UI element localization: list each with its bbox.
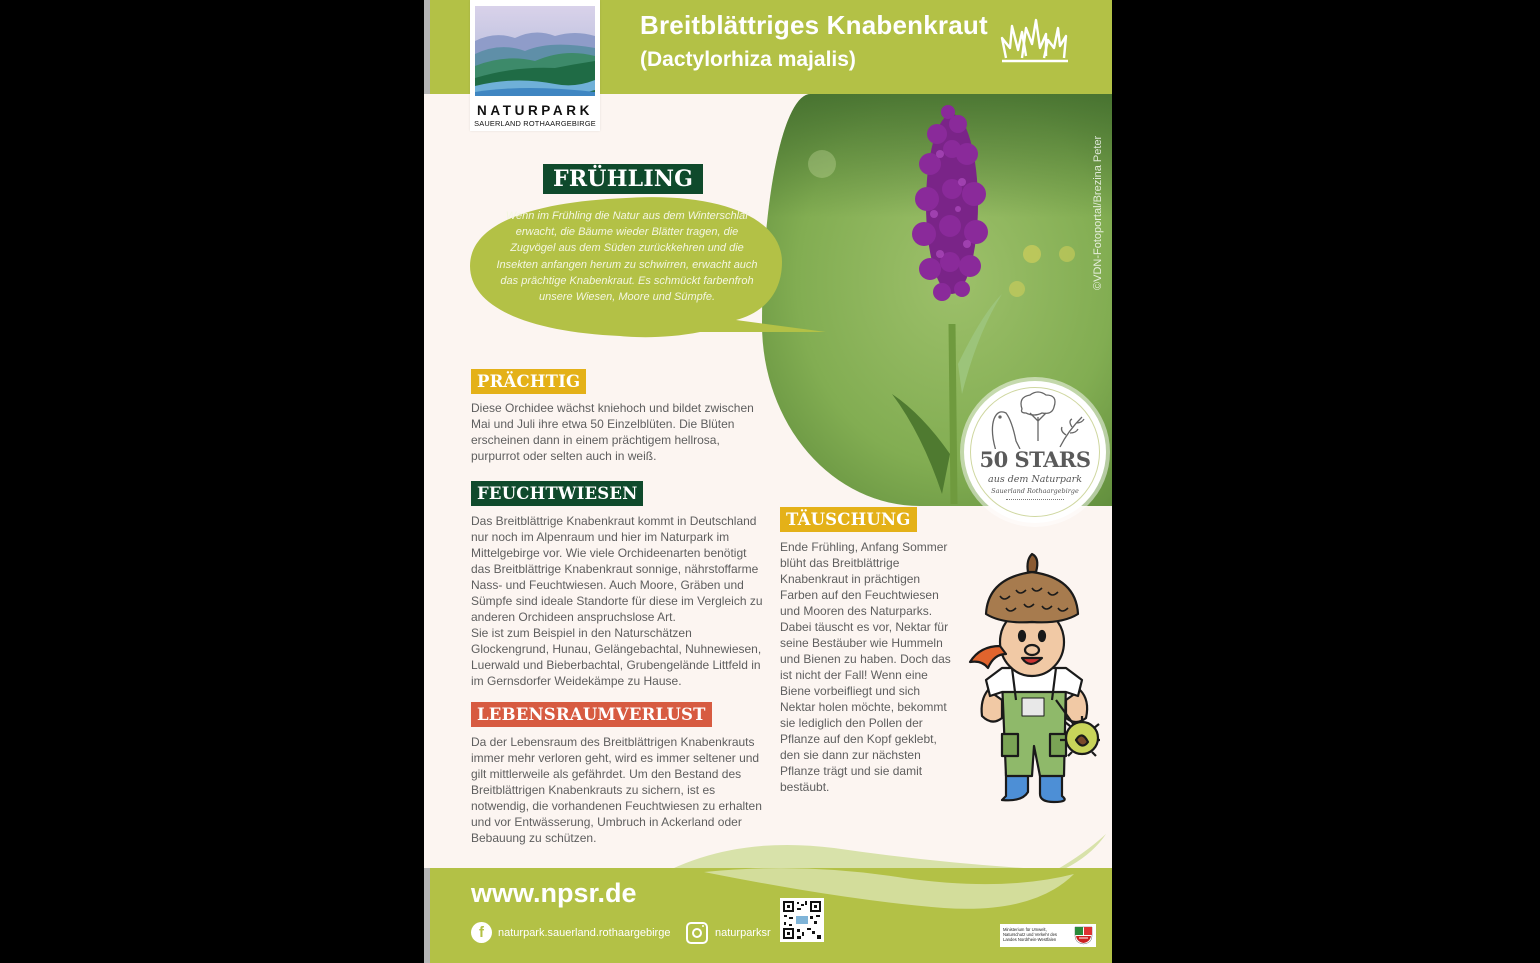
facebook-icon: f [471, 922, 492, 943]
praechtig-text: Diese Orchidee wächst kniehoch und bildet zwischen Mai und Juli ihre etwa 50 Einzelblüten. Die Blüten erscheinen dann in einem prächtigem hellrosa, purpurrot oder selten auch in weiß. [471, 401, 754, 463]
page-edge-strip [424, 0, 430, 94]
naturpark-logo [470, 0, 600, 131]
feuchtwiesen-paragraph-1: Das Breitblättrige Knabenkraut kommt in Deutschland nur noch im Alpenraum und hier im Naturpark im Mittelgebirge vor. Wie viele Orchideenarten benötigt das Breitblättrige Knabenkraut sonnige, nährstoffarme Nass- und Feuchtwiesen. Auch Moore, Gräben und Sümpfe sind ideale Standorte für diese im Vergleich zu anderen Orchideen anspruchslose Art. [471, 514, 763, 624]
bird-tree-branch-icon [982, 391, 1088, 449]
photo-credit: ©VDN-Fotoportal/Brezina Peter [1092, 135, 1104, 290]
feuchtwiesen-paragraph-2: Sie ist zum Beispiel in den Naturschätzen Glockengrund, Hunau, Gelängebachtal, Nuhnewiesen, Luerwald und Bieberbachtal, Grubengelände Littfeld in im Gernsdorfer Weidekämpe zu Hause. [471, 626, 762, 688]
instagram-icon [686, 922, 708, 944]
poster-title: Breitblättriges Knabenkraut [640, 10, 988, 40]
grass-icon [1000, 18, 1070, 64]
page-edge-strip [424, 868, 430, 963]
lebensraumverlust-text: Da der Lebensraum des Breitblättrigen Knabenkrauts immer mehr verloren geht, wird es immer seltener und gilt mittlerweile als gefährdet. Um den Bestand des Breitblättrigen Knabenkrauts zu sichern, ist es notwendig, die vorhandenen Feuchtwiesen zu erhalten und vor Entwässerung, Umbruch in Ackerland oder Bebauung zu schützen. [471, 735, 762, 845]
heading-lebensraumverlust: LEBENSRAUMVERLUST [471, 702, 712, 727]
nrw-crest-icon [1074, 926, 1093, 945]
heading-fruehling: FRÜHLING [543, 164, 703, 194]
ministry-logo [1000, 924, 1096, 947]
logo-name: NATURPARK [477, 103, 593, 118]
spring-text: Wenn im Frühling die Natur aus dem Winterschlaf erwacht, die Bäume wieder Blätter tragen, die Zugvögel aus dem Süden zurückkehren und die Insekten anfangen herum zu schwirren, erwacht auch das prächtige Knabenkraut. Es schmückt farbenfroh unsere Wiesen, Moore und Sümpfe. [496, 210, 758, 304]
instagram-handle: naturparksr [715, 927, 771, 939]
acorn-mascot-icon [962, 550, 1100, 806]
facebook-link[interactable] [471, 922, 670, 943]
ministry-name: Ministerium für Umwelt, Naturschutz und Verkehr des Landes Nordrhein-Westfalen [1003, 927, 1058, 943]
taeuschung-text: Ende Frühling, Anfang Sommer blüht das Breitblättrige Knabenkraut in prächtigen Farben auf den Feuchtwiesen und Mooren des Naturparks. Dabei täuscht es vor, Nektar für seine Bestäuber wie Hummeln und Bienen zu haben. Doch das ist nicht der Fall! Wenn eine Biene vorbeifliegt und sich Nektar holen möchte, bekommt sie lediglich den Pollen der Pflanze auf den Kopf geklebt, den sie dann zur nächsten Pflanze trägt und sie damit bestäubt. [780, 540, 951, 794]
poster-page [424, 0, 1112, 963]
facebook-handle: naturpark.sauerland.rothaargebirge [498, 926, 671, 939]
feuchtwiesen-text [471, 513, 767, 689]
heading-feuchtwiesen: FEUCHTWIESEN [471, 481, 643, 506]
instagram-link[interactable] [686, 922, 771, 944]
heading-taeuschung: TÄUSCHUNG [780, 507, 917, 532]
badge-region: Sauerland Rothaargebirge [991, 487, 1079, 495]
badge-subtitle: aus dem Naturpark [988, 474, 1082, 485]
mountains-logo-icon [475, 6, 595, 96]
poster-subtitle: (Dactylorhiza majalis) [640, 48, 856, 71]
logo-region: SAUERLAND ROTHAARGEBIRGE [474, 119, 596, 128]
footer-banner [424, 868, 1112, 963]
badge-title: 50 STARS [979, 447, 1091, 472]
qr-code-icon[interactable] [780, 898, 824, 942]
fifty-stars-badge [964, 381, 1106, 523]
spring-speech-bubble [470, 196, 782, 332]
heading-praechtig: PRÄCHTIG [471, 369, 586, 394]
website-link[interactable]: www.npsr.de [471, 878, 637, 908]
footer-swoosh [644, 834, 1112, 929]
